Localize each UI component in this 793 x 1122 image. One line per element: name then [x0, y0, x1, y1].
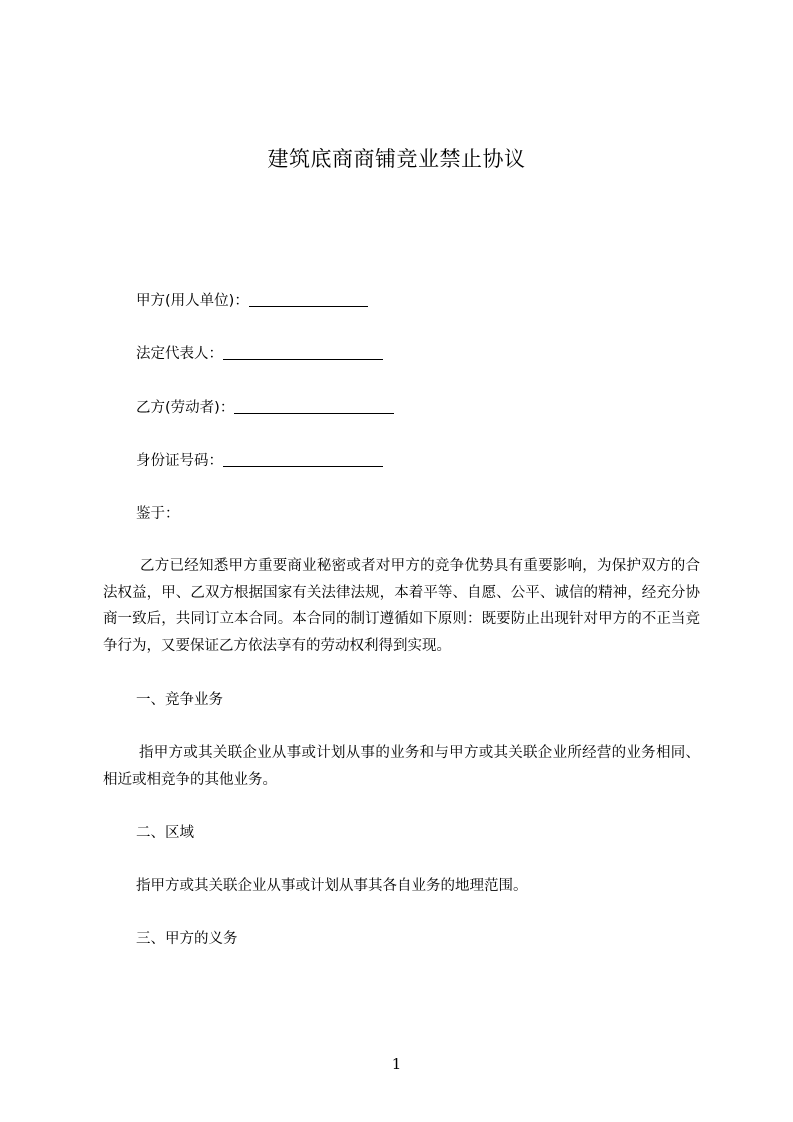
section-heading: 二、区域 [136, 825, 194, 841]
id-number-field [136, 451, 383, 471]
section-body: 指甲方或其关联企业从事或计划从事其各自业务的地理范围。 [136, 878, 528, 894]
party-a-label: 甲方(用人单位)： [136, 293, 249, 309]
party-b-label: 乙方(劳动者)： [136, 400, 235, 416]
party-b-blank [234, 399, 394, 414]
section-heading: 三、甲方的义务 [136, 931, 238, 947]
section-heading: 一、竞争业务 [136, 692, 223, 708]
id-number-blank [223, 452, 383, 467]
whereas-label: 鉴于： [136, 506, 180, 522]
legal-rep-blank [223, 345, 383, 360]
whereas-paragraph: 乙方已经知悉甲方重要商业秘密或者对甲方的竞争优势具有重要影响，为保护双方的合法权益，甲、乙双方根据国家有关法律法规，本着平等、自愿、公平、诚信的精神，经充分协商一致后，共同订立本合同。本合同的制订遵循如下原则：既要防止出现针对甲方的不正当竞争行为，又要保证乙方依法享有的劳动权利得到实现。 [103, 558, 700, 654]
legal-rep-label: 法定代表人： [136, 346, 223, 362]
legal-rep-field [136, 344, 383, 364]
party-b-field [136, 398, 394, 418]
id-number-label: 身份证号码： [136, 453, 223, 469]
party-a-field [136, 291, 368, 311]
party-a-blank [249, 292, 368, 307]
page-number: 1 [391, 1055, 402, 1073]
section-body: 指甲方或其关联企业从事或计划从事的业务和与甲方或其关联企业所经营的业务相同、相近或相竞争的其他业务。 [103, 745, 700, 788]
document-title: 建筑底商商铺竞业禁止协议 [267, 147, 526, 171]
